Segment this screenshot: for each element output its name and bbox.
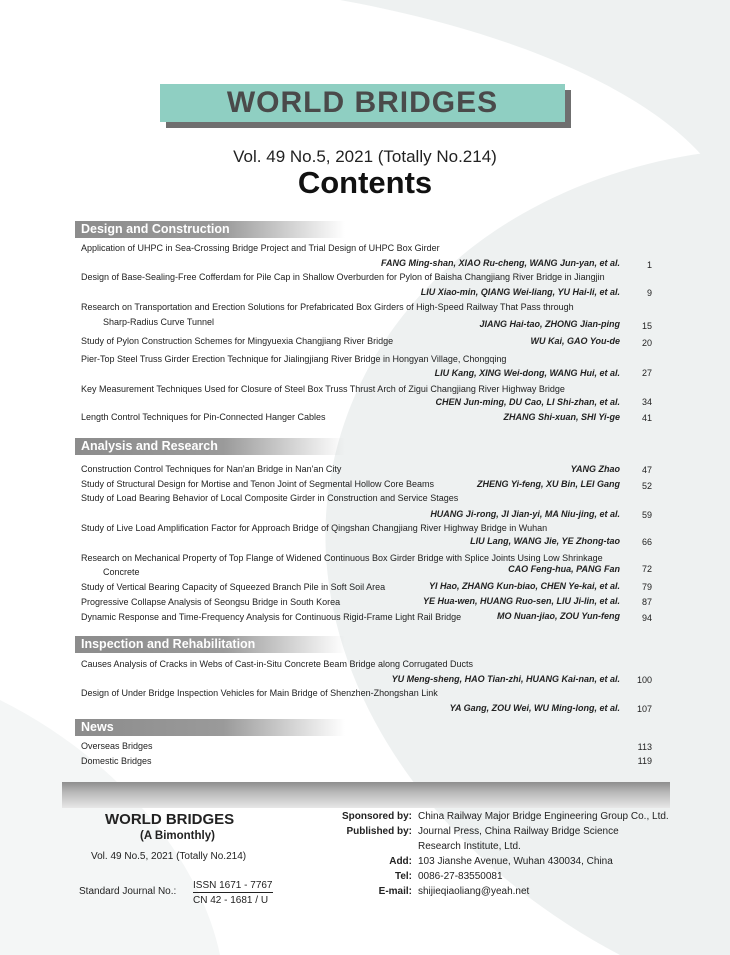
toc-entry-title[interactable]: Dynamic Response and Time-Frequency Analysis for Continuous Rigid-Frame Light Rail Bridge (81, 612, 462, 622)
toc-entry-title[interactable]: Construction Control Techniques for Nan'an Bridge in Nan'an City (81, 464, 342, 474)
toc-entry-page: 27 (641, 368, 652, 378)
toc-entry-title[interactable]: Progressive Collapse Analysis of Seongsu Bridge in South Korea (81, 597, 341, 607)
email-value[interactable]: shijieqiaoliang@yeah.net (418, 886, 530, 897)
toc-entry-title[interactable]: Causes Analysis of Cracks in Webs of Cast-in-Situ Concrete Beam Bridge along Corrugated Ducts (81, 659, 474, 669)
volume-line: Vol. 49 No.5, 2021 (Totally No.214) (233, 147, 497, 166)
toc-entry-page: 47 (641, 465, 652, 475)
toc-entry-authors: WU Kai, GAO You-de (530, 336, 620, 346)
toc-entry-title[interactable]: Overseas Bridges (81, 741, 153, 751)
toc-entry-page: 52 (641, 481, 652, 491)
email-label: E-mail: (378, 886, 412, 897)
toc-entry-authors: FANG Ming-shan, XIAO Ru-cheng, WANG Jun-yan, et al. (380, 258, 620, 268)
toc-entry-authors: YI Hao, ZHANG Kun-biao, CHEN Ye-kai, et al. (428, 581, 620, 591)
toc-entry-authors: JIANG Hai-tao, ZHONG Jian-ping (479, 319, 620, 329)
published-by-value: Journal Press, China Railway Bridge Science (418, 826, 619, 837)
published-by-label: Published by: (346, 826, 412, 837)
section-header-news: News (75, 719, 345, 736)
toc-entry-title[interactable]: Application of UHPC in Sea-Crossing Bridge Project and Trial Design of UHPC Box Girder (81, 243, 440, 253)
sponsored-by-label: Sponsored by: (341, 811, 412, 822)
toc-entry-page: 9 (646, 288, 652, 298)
section-header-analysis-research: Analysis and Research (75, 438, 345, 455)
journal-banner (160, 84, 565, 122)
toc-entry-title[interactable]: Study of Structural Design for Mortise and Tenon Joint of Segmental Hollow Core Beams (81, 479, 435, 489)
toc-entry-authors: ZHANG Shi-xuan, SHI Yi-ge (503, 412, 620, 422)
toc-entry-page: 72 (641, 564, 652, 574)
toc-entry-title[interactable]: Study of Load Bearing Behavior of Local Composite Girder in Construction and Service Stages (81, 493, 459, 503)
toc-entry-authors: CAO Feng-hua, PANG Fan (508, 564, 620, 574)
section-header-design-construction: Design and Construction (75, 221, 345, 238)
toc-entry-page: 20 (641, 338, 652, 348)
tel-value: 0086-27-83550081 (418, 871, 503, 882)
toc-entry-page: 66 (641, 537, 652, 547)
toc-entry-authors: LIU Lang, WANG Jie, YE Zhong-tao (470, 536, 620, 546)
toc-entry-authors: CHEN Jun-ming, DU Cao, LI Shi-zhan, et al. (435, 397, 620, 407)
published-by-value-cont: Research Institute, Ltd. (418, 841, 521, 852)
footer-subtitle: (A Bimonthly) (140, 830, 215, 842)
toc-entry-page: 100 (636, 675, 652, 685)
toc-entry-authors: LIU Xiao-min, QIANG Wei-liang, YU Hai-li, et al. (420, 287, 620, 297)
toc-entry-page: 119 (637, 756, 652, 766)
toc-entry-title[interactable]: Research on Mechanical Property of Top Flange of Widened Continuous Box Girder Bridge with Splice Joints Using Low Shrinkage (81, 553, 603, 563)
toc-entry-title[interactable]: Study of Live Load Amplification Factor for Approach Bridge of Qingshan Changjiang River Highway Bridge in Wuhan (81, 523, 548, 533)
toc-entry-authors: ZHENG Yi-feng, XU Bin, LEI Gang (476, 479, 620, 489)
toc-entry-page: 107 (636, 704, 652, 714)
toc-entry-title[interactable]: Key Measurement Techniques Used for Closure of Steel Box Truss Thrust Arch of Zigui Changjiang River Highway Bridge (81, 384, 565, 394)
toc-entry-title-cont[interactable]: Concrete (103, 567, 140, 577)
toc-entry-authors: LIU Kang, XING Wei-dong, WANG Hui, et al. (434, 368, 620, 378)
toc-entry-page: 94 (641, 613, 652, 623)
toc-entry-title[interactable]: Research on Transportation and Erection Solutions for Prefabricated Box Girders of High-Speed Railway That Pass through (81, 302, 574, 312)
toc-entry-page: 59 (641, 510, 652, 520)
toc-entry-title[interactable]: Study of Vertical Bearing Capacity of Squeezed Branch Pile in Soft Soil Area (81, 582, 386, 592)
toc-entry-title[interactable]: Design of Under Bridge Inspection Vehicles for Main Bridge of Shenzhen-Zhongshan Link (81, 688, 438, 698)
toc-entry-authors: YE Hua-wen, HUANG Ruo-sen, LIU Ji-lin, et al. (422, 596, 620, 606)
toc-entry-title[interactable]: Length Control Techniques for Pin-Connected Hanger Cables (81, 412, 326, 422)
toc-entry-page: 15 (641, 321, 652, 331)
toc-entry-authors: YA Gang, ZOU Wei, WU Ming-long, et al. (449, 703, 620, 713)
toc-entry-title[interactable]: Design of Base-Sealing-Free Cofferdam for Pile Cap in Shallow Overburden for Pylon of Baisha Changjiang River Bridge in Jiangjin (81, 272, 605, 282)
toc-entry-authors: HUANG Ji-rong, JI Jian-yi, MA Niu-jing, et al. (430, 509, 620, 519)
address-label: Add: (389, 856, 412, 867)
toc-entry-page: 79 (641, 582, 652, 592)
contents-heading: Contents (297, 165, 433, 200)
toc-entry-authors: MO Nuan-jiao, ZOU Yun-feng (497, 611, 620, 621)
standard-journal-label: Standard Journal No.: (79, 886, 177, 897)
toc-entry-page: 113 (637, 742, 652, 752)
toc-entry-title[interactable]: Study of Pylon Construction Schemes for Mingyuexia Changjiang River Bridge (81, 336, 394, 346)
toc-entry-authors: YANG Zhao (570, 464, 620, 474)
toc-entry-title[interactable]: Pier-Top Steel Truss Girder Erection Technique for Jialingjiang River Bridge in Hongyan Village, Chongqing (81, 354, 507, 364)
footer-journal-title: WORLD BRIDGES (105, 811, 235, 828)
toc-entry-page: 87 (641, 597, 652, 607)
tel-label: Tel: (394, 871, 412, 882)
toc-entry-page: 41 (641, 413, 652, 423)
section-header-inspection-rehabilitation: Inspection and Rehabilitation (75, 636, 345, 653)
journal-title: WORLD BRIDGES (226, 86, 499, 119)
cn-number: CN 42 - 1681 / U (193, 895, 269, 906)
footer-divider-bar (62, 782, 670, 808)
toc-entry-authors: YU Meng-sheng, HAO Tian-zhi, HUANG Kai-nan, et al. (391, 674, 620, 684)
toc-entry-page: 1 (646, 260, 652, 270)
address-value: 103 Jianshe Avenue, Wuhan 430034, China (418, 856, 613, 867)
footer-volume-line: Vol. 49 No.5, 2021 (Totally No.214) (91, 851, 247, 862)
sponsored-by-value: China Railway Major Bridge Engineering Group Co., Ltd. (418, 811, 669, 822)
toc-entry-title[interactable]: Domestic Bridges (81, 756, 152, 766)
toc-entry-page: 34 (641, 397, 652, 407)
toc-entry-title-cont[interactable]: Sharp-Radius Curve Tunnel (103, 317, 215, 327)
issn-number: ISSN 1671 - 7767 (193, 880, 273, 891)
